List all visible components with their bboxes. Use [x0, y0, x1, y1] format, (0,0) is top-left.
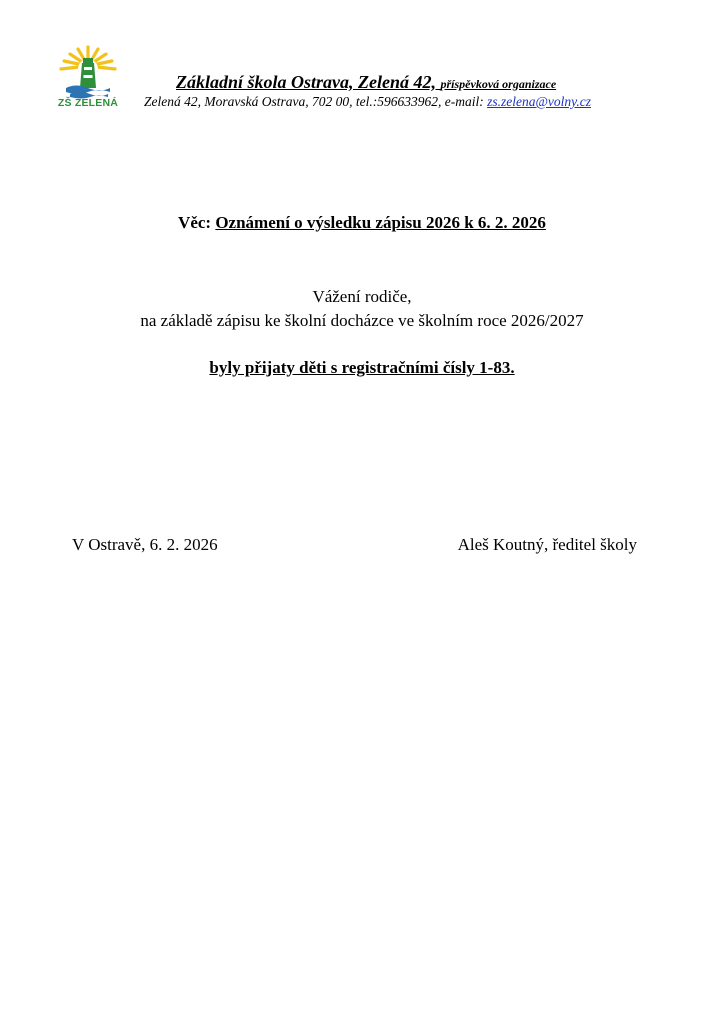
school-address — [144, 94, 591, 110]
admission-result: byly přijaty děti s registračními čísly 1-83. — [209, 358, 515, 377]
body-text: na základě zápisu ke školní docházce ve školním roce 2026/2027 — [140, 311, 584, 330]
address-text: Zelená 42, Moravská Ostrava, 702 00, tel.:596633962, e-mail: — [144, 94, 488, 109]
place-date: V Ostravě, 6. 2. 2026 — [72, 535, 218, 554]
signature: Aleš Koutný, ředitel školy — [457, 535, 637, 554]
logo-text: ZŠ ZELENÁ — [57, 97, 119, 109]
email-link[interactable]: zs.zelena@volny.cz — [487, 94, 591, 109]
school-name-main: Základní škola Ostrava, Zelená 42, — [176, 72, 436, 92]
school-org-type: příspěvková organizace — [440, 77, 557, 91]
subject-text: Oznámení o výsledku zápisu 2026 k 6. 2. 2026 — [215, 213, 546, 232]
lighthouse-sun-icon — [56, 44, 120, 100]
school-logo — [56, 44, 120, 112]
greeting: Vážení rodiče, — [312, 287, 412, 306]
school-name — [176, 72, 556, 93]
letter-subject — [0, 213, 724, 233]
subject-label: Věc: — [178, 213, 212, 232]
